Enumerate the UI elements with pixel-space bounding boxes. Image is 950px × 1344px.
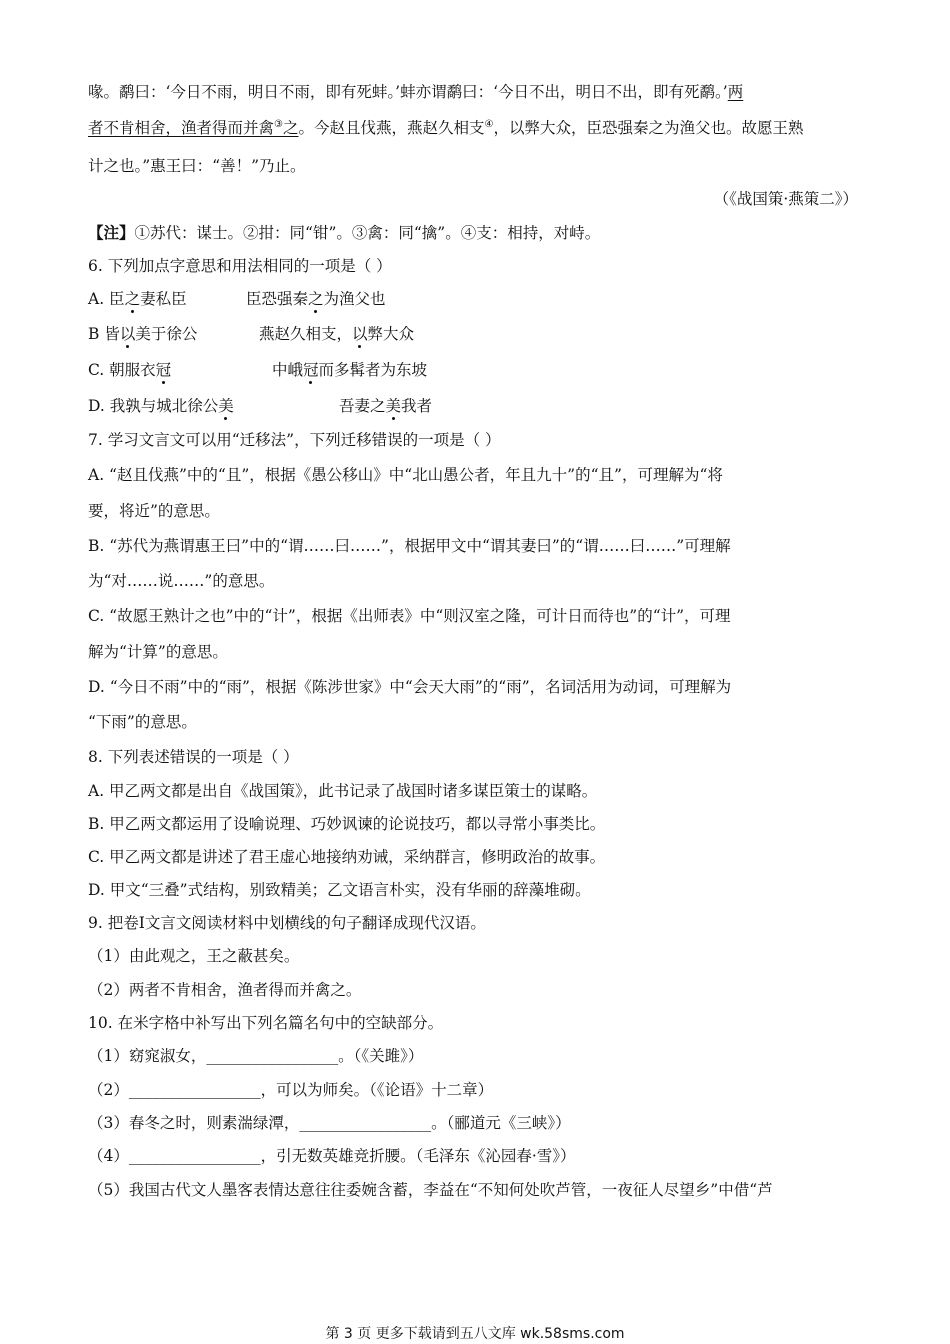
q10-item-1: （1）窈窕淑女，_________________。（《关雎》） [88,1047,424,1065]
dotted-char: 美 [385,397,402,415]
dotted-char: 之 [308,290,324,308]
note [88,223,600,243]
page-footer: 第 3 页 更多下载请到五八文库 wk.58sms.com [325,1326,625,1342]
q8-option-c: C. 甲乙两文都是讲述了君王虚心地接纳劝诫，采纳群言，修明政治的故事。 [88,848,606,866]
question-6-stem: 6. 下列加点字意思和用法相同的一项是（ ） [88,257,392,275]
q6-option-c-left: C. 朝服衣冠 [88,361,172,379]
dotted-char: 以 [352,325,368,343]
q10-item-3: （3）春冬之时，则素湍绿潭，_________________。（郦道元《三峡》） [88,1114,571,1132]
passage-source: （《战国策·燕策二》） [713,190,858,208]
passage-text: 。今赵且伐燕，燕赵久相支 [298,119,485,137]
footnote-marker: ③ [274,119,283,130]
q9-sentence-1: （1）由此观之，王之蔽甚矣。 [88,947,300,965]
q7-option-a: A. “赵且伐燕”中的“且”，根据《愚公移山》中“北山愚公者，年且九十”的“且”，可理解为“将 [88,466,723,484]
dotted-char: 之 [124,290,141,308]
underlined-text: 之 [282,119,299,137]
q9-sentence-2: （2）两者不肯相舍，渔者得而并禽之。 [88,981,362,999]
dotted-char: 以 [119,325,136,343]
passage-text: ，以弊大众，臣恐强秦之为渔父也。故愿王熟 [493,119,804,137]
dotted-char: 冠 [155,361,172,379]
q8-option-d: D. 甲文“三叠”式结构，别致精美；乙文语言朴实，没有华丽的辞藻堆砌。 [88,881,591,899]
dotted-char: 冠 [303,361,319,379]
q6-option-d-right: 吾妻之美我者 [339,397,433,415]
q7-option-c-cont: 解为“计算”的意思。 [88,643,228,661]
q8-option-a: A. 甲乙两文都是出自《战国策》，此书记录了战国时诸多谋臣策士的谋略。 [88,782,598,800]
underlined-text: 者不肯相舍，渔者得而并禽 [88,119,275,137]
q7-option-d-cont: “下雨”的意思。 [88,713,197,731]
passage-line-2 [88,118,804,138]
q6-option-c-right: 中峨冠而多髯者为东坡 [272,361,428,379]
q7-option-a-cont: 要，将近”的意思。 [88,502,220,520]
q7-option-b-cont: 为“对……说……”的意思。 [88,572,275,590]
q7-option-c: C. “故愿王熟计之也”中的“计”，根据《出师表》中“则汉室之隆，可计日而待也”的“计”，可理 [88,607,731,625]
q7-option-d: D. “今日不雨”中的“雨”，根据《陈涉世家》中“会天大雨”的“雨”，名词活用为动词，可理解为 [88,678,732,696]
q10-item-4: （4）_________________，引无数英雄竞折腰。（毛泽东《沁园春·雪》） [88,1147,576,1165]
q6-option-b-left: B 皆以美于徐公 [88,325,198,343]
note-label: 【注】 [88,223,135,242]
footnote-marker: ④ [484,119,494,130]
underlined-sentence [88,119,299,137]
q8-option-b: B. 甲乙两文都运用了设喻说理、巧妙讽谏的论说技巧，都以寻常小事类比。 [88,815,606,833]
q6-option-a-left: A. 臣之妻私臣 [88,290,187,308]
question-10-stem: 10. 在米字格中补写出下列名篇名句中的空缺部分。 [88,1014,444,1032]
q7-option-b: B. “苏代为燕谓惠王曰”中的“谓……曰……”，根据甲文中“谓其妻曰”的“谓……曰……”可理解 [88,537,731,555]
question-9-stem: 9. 把卷Ⅰ文言文阅读材料中划横线的句子翻译成现代汉语。 [88,914,486,932]
note-text: ①苏代：谋士。②拑：同“钳”。③禽：同“擒”。④支：相持，对峙。 [134,224,601,242]
question-7-stem: 7. 学习文言文可以用“迁移法”，下列迁移错误的一项是（ ） [88,431,501,449]
q6-option-d-left: D. 我孰与城北徐公美 [88,397,234,415]
underlined-sentence: 两 [727,83,744,101]
passage-line-1 [88,82,743,102]
passage-text: 喙。鹬曰：‘今日不雨，明日不雨，即有死蚌。’蚌亦谓鹬曰：‘今日不出，明日不出，即有死鹬。’ [88,83,728,101]
question-8-stem: 8. 下列表述错误的一项是（ ） [88,748,299,766]
q6-option-b-right: 燕赵久相支，以弊大众 [259,325,415,343]
q10-item-2: （2）_________________，可以为师矣。（《论语》十二章） [88,1081,494,1099]
dotted-char: 美 [218,397,234,415]
passage-line-3: 计之也。”惠王曰：“善！”乃止。 [88,157,306,175]
q6-option-a-right: 臣恐强秦之为渔父也 [246,290,386,308]
q10-item-5: （5）我国古代文人墨客表情达意往往委婉含蓄，李益在“不知何处吹芦管，一夜征人尽望乡”中借“芦 [88,1181,773,1199]
